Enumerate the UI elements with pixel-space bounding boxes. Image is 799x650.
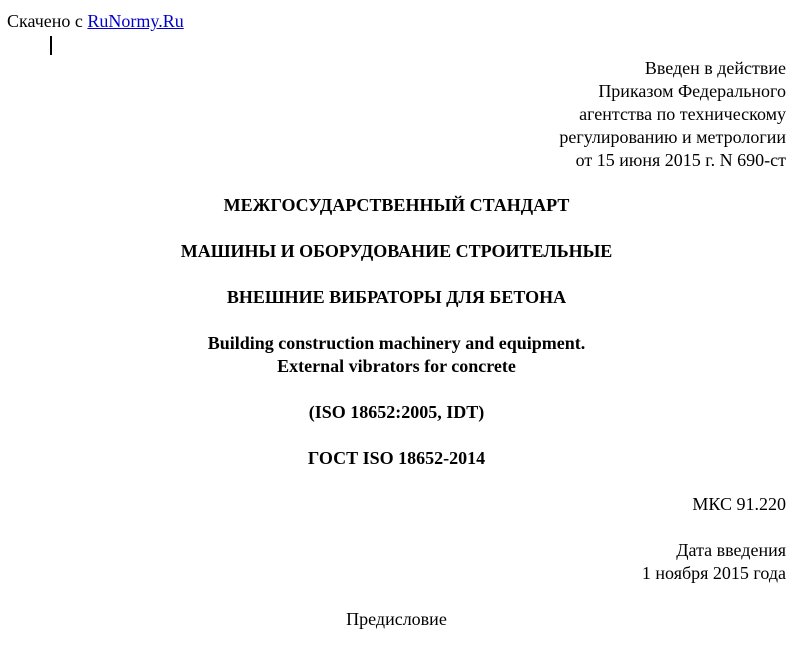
- foreword-heading: Предисловие: [346, 609, 447, 629]
- enactment-block: [559, 57, 786, 172]
- enactment-line: регулированию и метрологии: [559, 127, 786, 147]
- standard-type-heading: МЕЖГОСУДАРСТВЕННЫЙ СТАНДАРТ: [223, 195, 570, 215]
- english-title-line2: External vibrators for concrete: [277, 356, 516, 376]
- standard-designation: ГОСТ ISO 18652-2014: [307, 448, 486, 468]
- introduction-date-label: Дата введения: [676, 540, 786, 560]
- mks-code: МКС 91.220: [692, 494, 786, 514]
- source-link[interactable]: RuNormy.Ru: [87, 11, 184, 31]
- source-prefix: Скачено с: [7, 11, 83, 31]
- title-sub: ВНЕШНИЕ ВИБРАТОРЫ ДЛЯ БЕТОНА: [226, 287, 567, 307]
- english-title-line1: Building construction machinery and equipment.: [207, 333, 586, 353]
- enactment-line: агентства по техническому: [579, 104, 786, 124]
- english-title: [0, 332, 793, 378]
- enactment-line: Введен в действие: [644, 58, 786, 78]
- source-line: [7, 10, 184, 33]
- introduction-date-block: [642, 539, 786, 585]
- title-main: МАШИНЫ И ОБОРУДОВАНИЕ СТРОИТЕЛЬНЫЕ: [180, 241, 613, 261]
- enactment-line: Приказом Федерального: [598, 81, 786, 101]
- introduction-date-value: 1 ноября 2015 года: [641, 563, 786, 583]
- text-cursor: [50, 36, 52, 55]
- iso-reference: (ISO 18652:2005, IDT): [308, 402, 485, 422]
- enactment-line: от 15 июня 2015 г. N 690-ст: [575, 150, 786, 170]
